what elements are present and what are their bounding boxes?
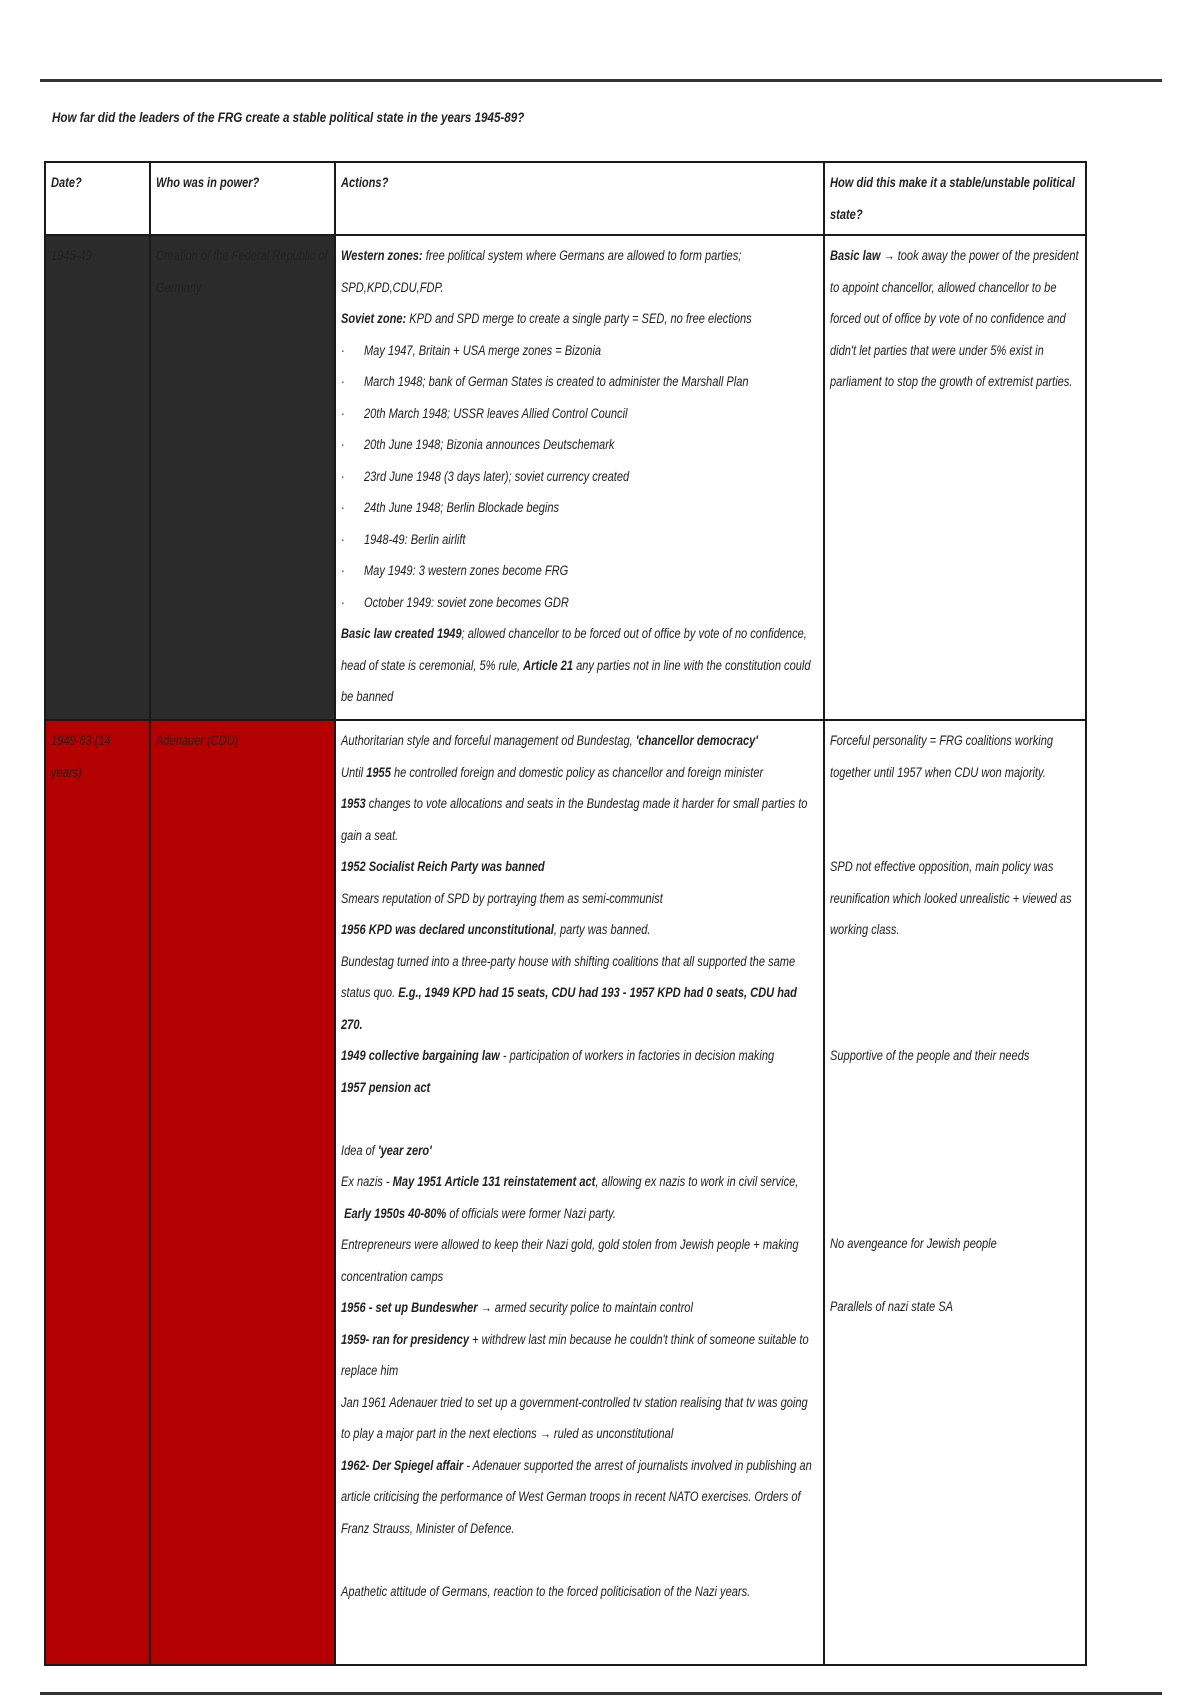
row2-actions: Authoritarian style and forceful management od Bundestag, 'chancellor democracy' Until 1955 he controlled foreign and domestic policy as chancellor and foreign minister 1953 changes to vote allocations and seats in the Bundestag made it harder for small parties to gain a seat. 1952 Socialist Reich Party was banned Smears reputation of SPD by portraying them as semi-communist 1956 KPD was declared unconstitutional, party was banned. Bundestag turned into a three-party house with shifting coalitions that all supported the same status quo. E.g., 1949 KPD had 15 seats, CDU had 193 - 1957 KPD had 0 seats, CDU had 270. 1949 collective bargaining law - participation of workers in factories in decision making 1957 pension act Idea of 'year zero' Ex nazis - May 1951 Article 131 reinstatement act, allowing ex nazis to work in civil service, Early 1950s 40-80% of officials were former Nazi party. Entrepreneurs were allowed to keep their Nazi gold, gold stolen from Jewish people + making concentration camps 1956 - set up Bundeswher → armed security police to maintain control 1959- ran for presidency + withdrew last min because he couldn't think of someone suitable to replace him Jan 1961 Adenauer tried to set up a government-controlled tv station realising that tv was going to play a major part in the next elections → ruled as unconstitutional 1962- Der Spiegel affair - Adenauer supported the arrest of journalists involved in publishing an article criticising the performance of West German troops in recent NATO exercises. Orders of Franz Strauss, Minister of Defence. Apathetic attitude of Germans, reaction to the forced politicisation of the Nazi years. bbox=[335, 720, 824, 1665]
table-row bbox=[45, 235, 1086, 720]
top-rule bbox=[40, 79, 1162, 82]
list-item: · 1948-49: Berlin airlift bbox=[341, 524, 818, 556]
header-power: Who was in power? bbox=[150, 162, 335, 235]
list-item: · 24th June 1948; Berlin Blockade begins bbox=[341, 492, 818, 524]
list-item: · October 1949: soviet zone becomes GDR bbox=[341, 587, 818, 619]
table-row bbox=[45, 720, 1086, 1665]
row1-stability: Basic law → took away the power of the president to appoint chancellor, allowed chancellor to be forced out of office by vote of no confidence and didn't let parties that were under 5% exist in parliament to stop the growth of extremist parties. bbox=[824, 235, 1086, 720]
row2-stability: Forceful personality = FRG coalitions working together until 1957 when CDU won majority. SPD not effective opposition, main policy was reunification which looked unrealistic + viewed as working class. Supportive of the people and their needs No avengeance for Jewish people Parallels of nazi state SA bbox=[824, 720, 1086, 1665]
list-item: · May 1947, Britain + USA merge zones = Bizonia bbox=[341, 335, 818, 367]
list-item: · 23rd June 1948 (3 days later); soviet currency created bbox=[341, 461, 818, 493]
row1-actions: Western zones: free political system where Germans are allowed to form parties; SPD,KPD,CDU,FDP. Soviet zone: KPD and SPD merge to create a single party = SED, no free elections · May 1947, Britain + USA merge zones = Bizonia · March 1948; bank of German States is created to administer the Marshall Plan · 20th March 1948; USSR leaves Allied Control Council · 20th June 1948; Bizonia announces Deutschemark · 23rd June 1948 (3 days later); soviet currency created · 24th June 1948; Berlin Blockade begins · 1948-49: Berlin airlift · May 1949: 3 western zones become FRG · October 1949: soviet zone becomes GDR Basic law created 1949; allowed chancellor to be forced out of office by vote of no confidence, head of state is ceremonial, 5% rule, Article 21 any parties not in line with the constitution could be banned bbox=[335, 235, 824, 720]
row1-date: 1945-49 bbox=[45, 235, 150, 720]
page-question: How far did the leaders of the FRG create a stable political state in the years 1945-89? bbox=[52, 110, 525, 125]
list-item: · March 1948; bank of German States is created to administer the Marshall Plan bbox=[341, 366, 818, 398]
list-item: · 20th June 1948; Bizonia announces Deutschemark bbox=[341, 429, 818, 461]
header-date: Date? bbox=[45, 162, 150, 235]
row1-power: Creation of the Federal Republic of Germany bbox=[150, 235, 335, 720]
header-stability: How did this make it a stable/unstable political state? bbox=[824, 162, 1086, 235]
table-header-row bbox=[45, 162, 1086, 235]
header-actions: Actions? bbox=[335, 162, 824, 235]
row2-power: Adenauer (CDU) bbox=[150, 720, 335, 1665]
row2-date: 1949-63 (14 years) bbox=[45, 720, 150, 1665]
list-item: · 20th March 1948; USSR leaves Allied Control Council bbox=[341, 398, 818, 430]
bottom-rule bbox=[40, 1692, 1162, 1695]
notes-table bbox=[44, 161, 1087, 1666]
list-item: · May 1949: 3 western zones become FRG bbox=[341, 555, 818, 587]
